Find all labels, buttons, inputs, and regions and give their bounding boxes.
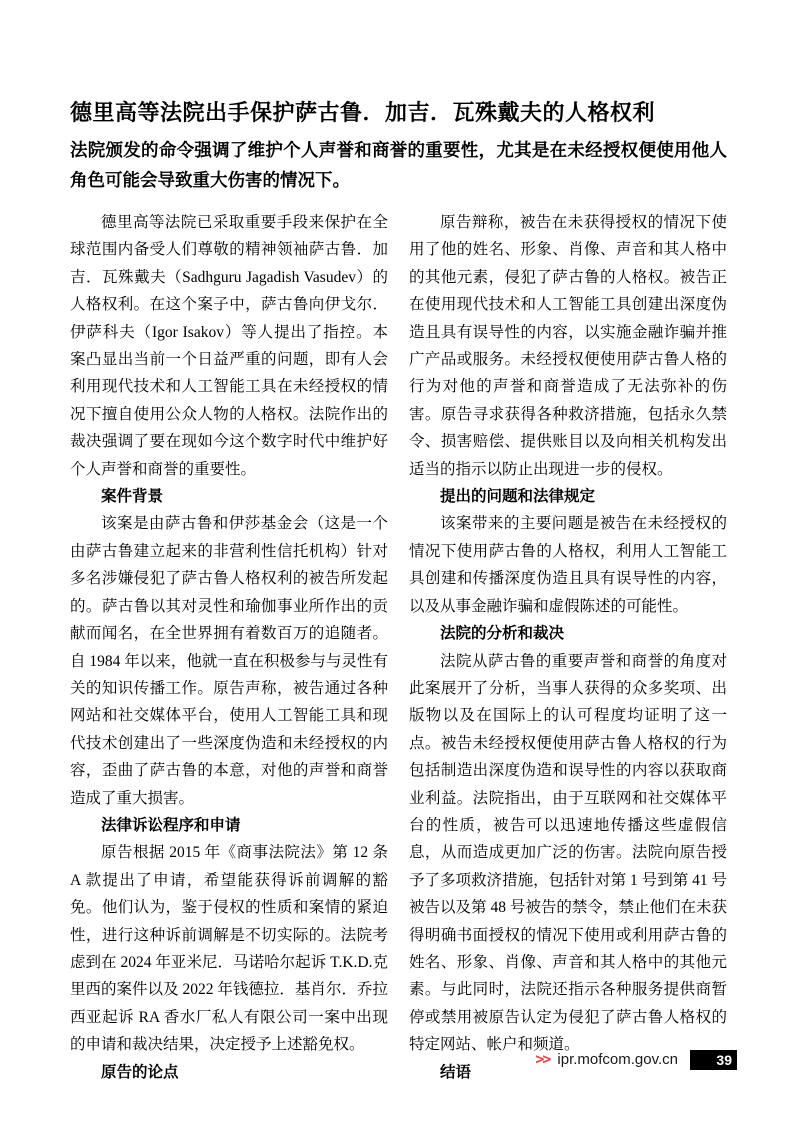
section-heading-conclusion: 结语 [440, 1063, 472, 1081]
court-analysis-paragraph: 法院从萨古鲁的重要声誉和商誉的角度对此案展开了分析，当事人获得的众多奖项、出版物以及在国际上的认可程度均证明了这一点。被告未经授权便使用萨古鲁人格权的行为包括制造出深度伪造和误导性的内容以获取商业利益。法院指出，由于互联网和社交媒体平台的性质，被告可以迅速地传播这些虚假信息，从而造成更加广泛的伤害。法院向原告授予了多项救济措施，包括针对第 1 号到第 41 号被告以及第 48 号被告的禁令，禁止他们在未获得明确书面授权的情况下使用或利用萨古鲁的姓名、形象、肖像、声音和其人格中的其他元素。与此同时，法院还指示各种服务提供商暂停或禁用被原告认定为侵犯了萨古鲁人格权的特定网站、帐户和频道。 [409, 652, 727, 1054]
two-column-body [70, 209, 727, 1086]
intro-paragraph: 德里高等法院已采取重要手段来保护在全球范围内备受人们尊敬的精神领袖萨古鲁．加吉．瓦殊戴夫（Sadhguru Jagadish Vasudev）的人格权利。在这个案子中，萨古鲁向伊戈尔．伊萨科夫（Igor Isakov）等人提出了指控。本案凸显出当前一个日益严重的问题，即有人会利用现代技术和人工智能工具在未经授权的情况下擅自使用公众人物的人格权。法院作出的裁决强调了要在现如今这个数字时代中维护好个人声誉和商誉的重要性。 [70, 214, 388, 478]
left-column [70, 209, 388, 1086]
case-background-paragraph: 该案是由萨古鲁和伊莎基金会（这是一个由萨古鲁建立起来的非营利性信托机构）针对多名涉嫌侵犯了萨古鲁人格权利的被告所发起的。萨古鲁以其对灵性和瑜伽事业所作出的贡献而闻名，在全世界拥有着数百万的追随者。自 1984 年以来，他就一直在积极参与与灵性有关的知识传播工作。原告声称，被告通过各种网站和社交媒体平台，使用人工智能工具和现代技术创建出了一些深度伪造和未经授权的内容，歪曲了萨古鲁的本意，对他的声誉和商誉造成了重大损害。 [70, 515, 388, 807]
page-number-badge: 39 [690, 1050, 737, 1070]
section-heading-court-analysis: 法院的分析和裁决 [440, 625, 565, 643]
legal-procedure-paragraph: 原告根据 2015 年《商事法院法》第 12 条 A 款提出了申请，希望能获得诉前调解的豁免。他们认为，鉴于侵权的性质和案情的紧迫性，进行这种诉前调解是不切实际的。法院考虑到在 2024 年亚米尼．马诺哈尔起诉 T.K.D.克里西的案件以及 2022 年钱德拉．基肖尔．乔拉西亚起诉 RA 香水厂私人有限公司一案中出现的申请和裁决结果，决定授予上述豁免权。 [70, 844, 388, 1054]
footer-site-url: ipr.mofcom.gov.cn [557, 1051, 678, 1068]
issues-and-law-paragraph: 该案带来的主要问题是被告在未经授权的情况下使用萨古鲁的人格权，利用人工智能工具创建和传播深度伪造且具有误导性的内容，以及从事金融诈骗和虚假陈述的可能性。 [409, 515, 727, 615]
plaintiff-arguments-paragraph: 原告辩称，被告在未获得授权的情况下使用了他的姓名、形象、肖像、声音和其人格中的其他元素，侵犯了萨古鲁的人格权。被告正在使用现代技术和人工智能工具创建出深度伪造且具有误导性的内容，以实施金融诈骗并推广产品或服务。未经授权便使用萨古鲁人格的行为对他的声誉和商誉造成了无法弥补的伤害。原告寻求获得各种救济措施，包括永久禁令、损害赔偿、提供账目以及向相关机构发出适当的指示以防止出现进一步的侵权。 [409, 214, 727, 478]
section-heading-plaintiff-arguments: 原告的论点 [101, 1063, 179, 1081]
page-footer [535, 1049, 737, 1070]
article-title: 德里高等法院出手保护萨古鲁．加吉．瓦殊戴夫的人格权利 [70, 100, 656, 125]
section-heading-case-background: 案件背景 [101, 488, 164, 506]
article-content [70, 97, 727, 1086]
right-column [409, 209, 727, 1086]
section-heading-issues-and-law: 提出的问题和法律规定 [440, 488, 596, 506]
section-heading-legal-procedure: 法律诉讼程序和申请 [101, 816, 241, 834]
article-subtitle: 法院颁发的命令强调了维护个人声誉和商誉的重要性，尤其是在未经授权便使用他人角色可能会导致重大伤害的情况下。 [70, 140, 727, 190]
double-chevron-icon: >> [535, 1050, 550, 1068]
